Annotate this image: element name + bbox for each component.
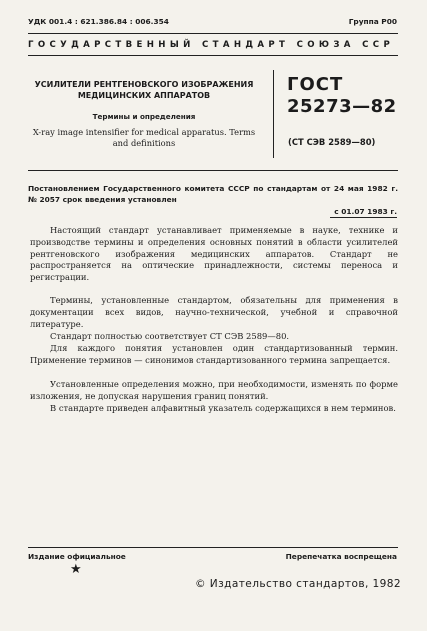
- standard-banner: ГОСУДАРСТВЕННЫЙ СТАНДАРТ СОЮЗА ССР: [28, 40, 395, 50]
- top-rule-lower: [28, 55, 398, 56]
- st-sev-reference: (СТ СЭВ 2589—80): [288, 137, 376, 147]
- udk-code: УДК 001.4 : 621.386.84 : 006.354: [28, 17, 169, 26]
- document-title: УСИЛИТЕЛИ РЕНТГЕНОВСКОГО ИЗОБРАЖЕНИЯ МЕДИЦИНСКИХ АППАРАТОВ: [34, 80, 254, 100]
- paragraph-conformity: Стандарт полностью соответствует СТ СЭВ 2589—80.: [50, 331, 290, 341]
- paragraph-definitions: Установленные определения можно, при необходимости, изменять по форме изложения, не допуская нарушения границ понятий.: [30, 379, 398, 401]
- title-bottom-rule: [28, 170, 398, 171]
- group-code: Группа Р00: [348, 17, 397, 26]
- reprint-prohibited-label: Перепечатка воспрещена: [285, 552, 397, 561]
- top-rule-upper: [28, 33, 398, 34]
- official-edition-label: Издание официальное: [28, 552, 126, 561]
- footer-rule: [28, 547, 398, 548]
- copyright-line: © Издательство стандартов, 1982: [195, 578, 402, 590]
- gost-label: ГОСТ: [287, 74, 344, 95]
- decree-text: Постановлением Государственного комитета СССР по стандартам от 24 мая 1982 г. № 2057 срок введения установлен: [28, 184, 398, 204]
- effective-date: с 01.07 1983 г.: [334, 207, 397, 216]
- paragraph-index: В стандарте приведен алфавитный указатель содержащихся в нем терминов.: [50, 403, 396, 413]
- star-icon: ★: [70, 562, 82, 577]
- paragraph-terms: Для каждого понятия установлен один стандартизованный термин. Применение терминов — синонимов стандартизованного термина запрещается.: [30, 343, 398, 365]
- paragraph-mandatory: Термины, установленные стандартом, обязательны для применения в документации всех видов, научно-технической, учебной и справочной литературе.: [30, 295, 398, 329]
- document-subtitle: Термины и определения: [92, 112, 196, 121]
- title-divider: [273, 70, 274, 158]
- english-title: X-ray image intensifier for medical apparatus. Terms and definitions: [32, 127, 256, 148]
- gost-number: 25273—82: [287, 96, 397, 117]
- paragraph-scope: Настоящий стандарт устанавливает применяемые в науке, технике и производстве термины и определения основных понятий в области усилителей рентгеновского изображения медицинских аппаратов. Стандарт не распространяется на оптические принадлежности, системы переноса и регистрации.: [30, 225, 398, 283]
- date-underline: [330, 217, 397, 218]
